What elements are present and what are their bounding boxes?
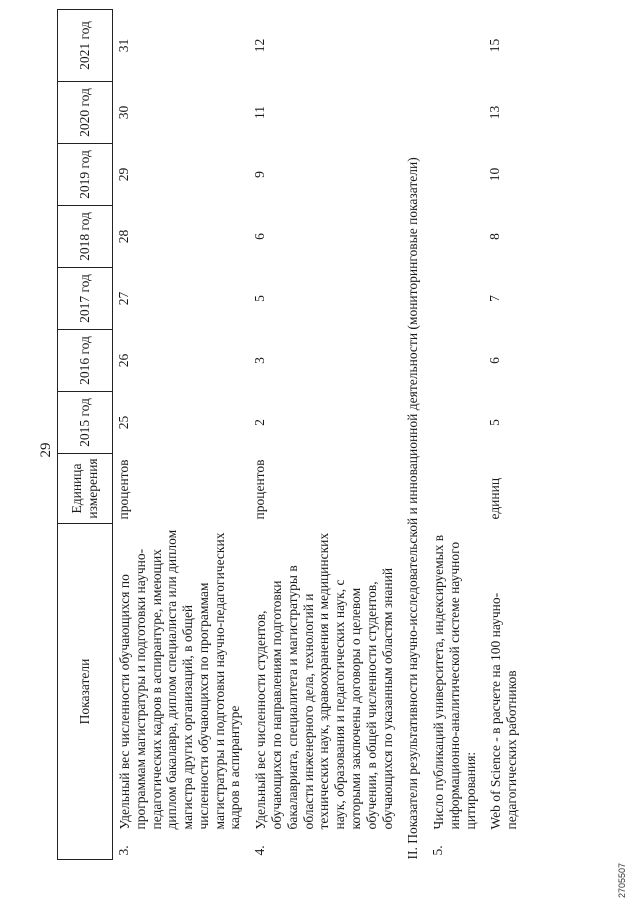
document-stamp: 2705507: [617, 862, 627, 898]
value-cell: 5: [487, 419, 503, 426]
empty-cell: [484, 834, 526, 860]
header-year: 2018 год: [58, 206, 113, 268]
value-cell: 12: [252, 38, 268, 53]
empty-cell: [427, 10, 484, 524]
header-year: 2019 год: [58, 144, 113, 206]
indicator-text: Удельный вес численности обучающихся по программам магистратуры и подготовки научно-педагогических кадров в аспирантуре, имеющих диплом бакалавра, диплом специалиста или диплом магистра других организаций, в общей численности обучающихся по программам магистратуры и подготовки научно-педагогических кадров в аспирантуре: [117, 529, 243, 830]
value-cell: 29: [116, 167, 131, 182]
value-cell: 2: [252, 419, 268, 426]
unit-cell: процентов: [116, 459, 131, 520]
table-row: [113, 10, 250, 860]
unit-cell: процентов: [252, 459, 268, 520]
value-cell: 31: [116, 38, 131, 53]
value-cell: 30: [116, 105, 131, 120]
table-row: [484, 10, 526, 860]
value-cell: 28: [116, 229, 131, 244]
header-unit: Единица измерения: [58, 454, 113, 524]
header-year: 2015 год: [58, 392, 113, 454]
value-cell: 6: [487, 357, 503, 364]
header-year: 2021 год: [58, 10, 113, 82]
unit-cell: единиц: [487, 477, 503, 520]
value-cell: 13: [487, 105, 503, 120]
row-number: 5.: [430, 845, 446, 856]
value-cell: 6: [252, 233, 268, 240]
table-row: [427, 10, 484, 860]
header-indicators: Показатели: [58, 524, 113, 860]
value-cell: 10: [487, 167, 503, 182]
indicator-text: Web of Science - в расчете на 100 научно-педагогических работников: [488, 592, 520, 830]
value-cell: 3: [252, 357, 268, 364]
table-row: [249, 10, 401, 860]
value-cell: 8: [487, 233, 503, 240]
header-year: 2016 год: [58, 330, 113, 392]
section-row: [401, 10, 427, 860]
value-cell: 9: [252, 171, 268, 178]
value-cell: 15: [487, 38, 503, 53]
value-cell: 5: [252, 295, 268, 302]
header-year: 2017 год: [58, 268, 113, 330]
indicator-text: Число публикаций университета, индексируемых в информационно-аналитической системе научного цитирования:: [431, 534, 478, 830]
header-year: 2020 год: [58, 82, 113, 144]
value-cell: 25: [116, 415, 131, 430]
page-number: 29: [38, 442, 54, 458]
value-cell: 27: [116, 291, 131, 306]
section-title: II. Показатели результативности научно-исследовательской и инновационной деятельности (мониторинговые показатели): [405, 157, 421, 860]
table-header-row: [58, 10, 113, 860]
row-number: 4.: [252, 845, 268, 856]
indicators-table: [57, 9, 526, 860]
value-cell: 11: [252, 106, 268, 119]
indicator-text: Удельный вес численности студентов, обучающихся по направлениям подготовки бакалавриата, специалитета и магистратуры в области инженерного дела, технологий и технических наук, здравоохранения и медицинских наук, образования и педагогических наук, с которыми заключены договоры о целевом обучении, в общей численности студентов, обучающихся по указанным областям знаний: [253, 532, 395, 830]
row-number: 3.: [116, 845, 131, 856]
value-cell: 7: [487, 295, 503, 302]
value-cell: 26: [116, 353, 131, 368]
